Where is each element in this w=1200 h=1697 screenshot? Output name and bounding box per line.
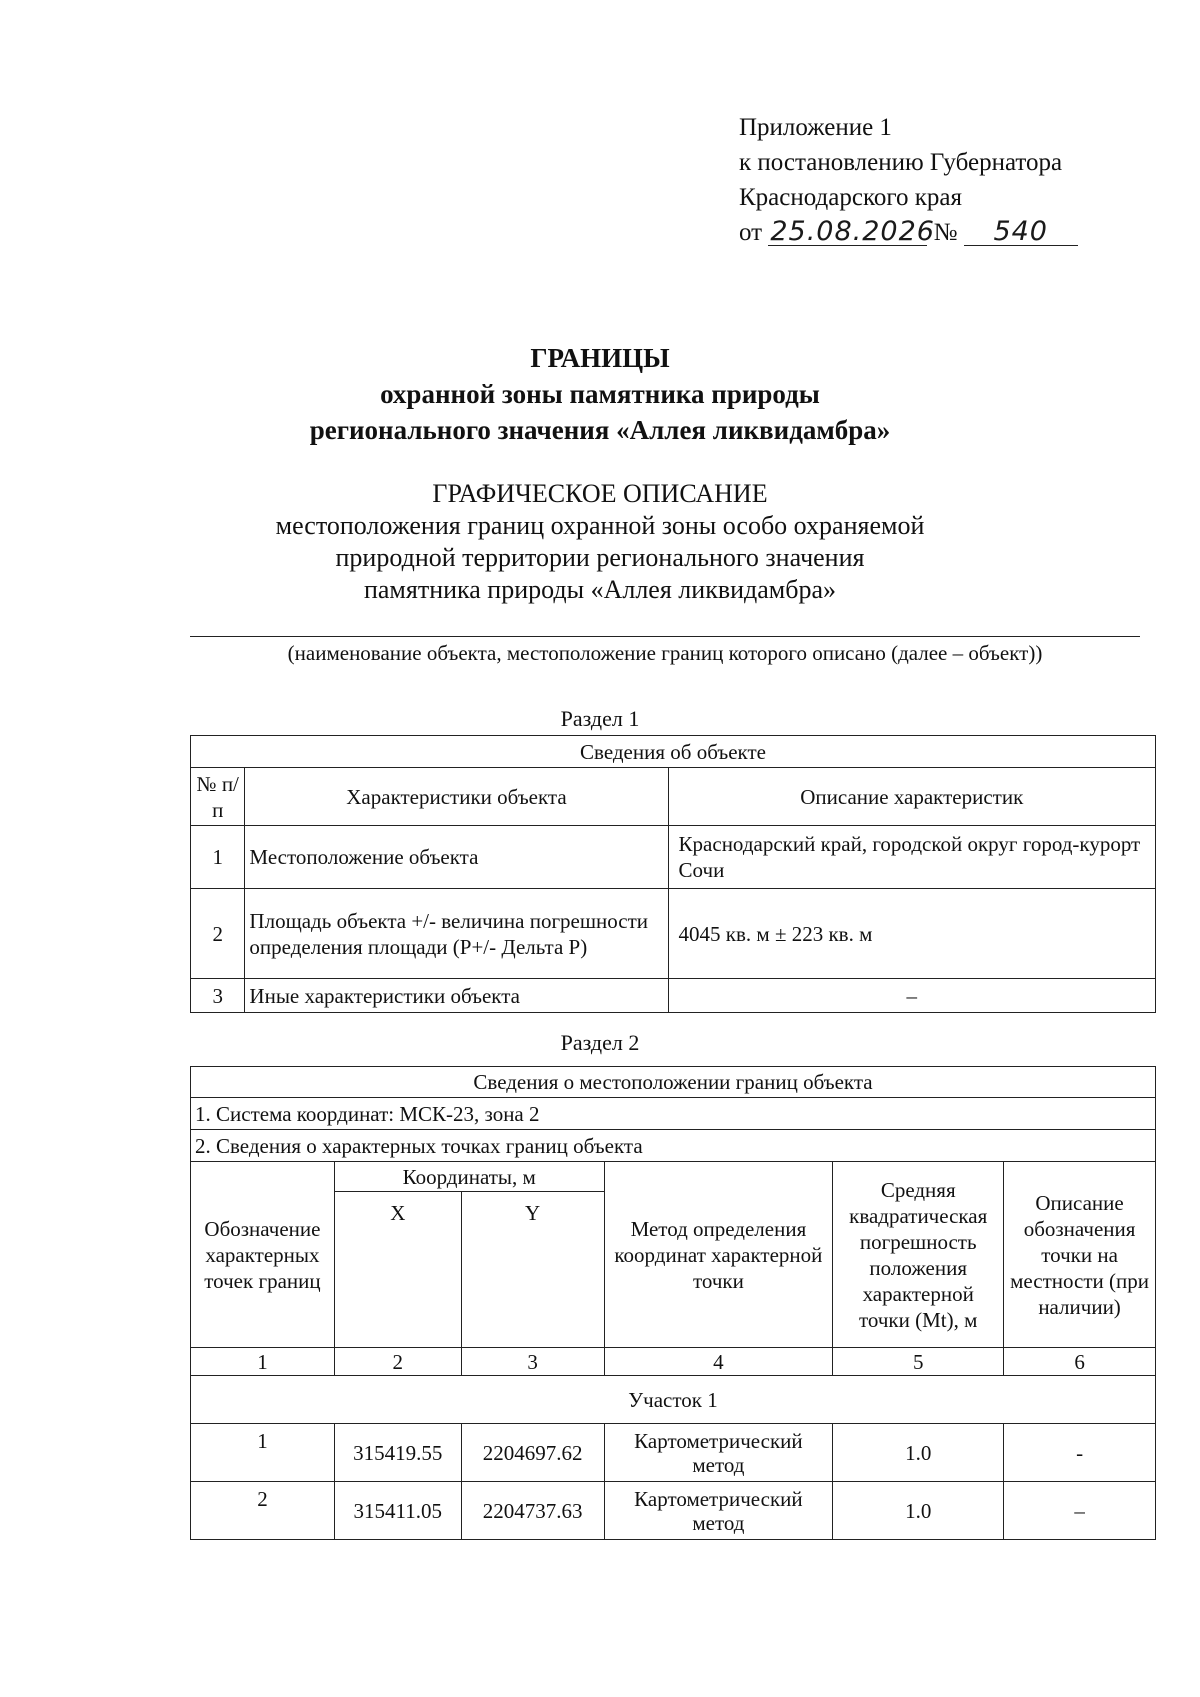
- point-id: 2: [191, 1482, 335, 1540]
- point-descr: –: [1004, 1482, 1156, 1540]
- from-label: от: [739, 219, 763, 246]
- table-row: [191, 1482, 1156, 1540]
- document-title: [0, 340, 1200, 448]
- points-title: 2. Сведения о характерных точках границ объекта: [191, 1130, 1156, 1162]
- section-1-label: Раздел 1: [560, 706, 640, 731]
- column-numbers-row: [191, 1348, 1156, 1376]
- title-line-3: регионального значения «Аллея ликвидамбра»: [309, 415, 891, 445]
- point-mt: 1.0: [833, 1482, 1004, 1540]
- handwritten-number: 540: [964, 219, 1078, 246]
- header-number: № п/п: [191, 768, 245, 826]
- row-name: Местоположение объекта: [245, 826, 668, 889]
- column-number: 3: [461, 1348, 604, 1376]
- row-desc: Краснодарский край, городской округ город-курорт Сочи: [668, 826, 1155, 889]
- object-caption: (наименование объекта, местоположение границ которого описано (далее – объект)): [287, 641, 1043, 665]
- table-row: [191, 826, 1156, 889]
- header-point-description: Описание обозначения точки на местности (при наличии): [1004, 1162, 1156, 1348]
- number-label: №: [933, 219, 958, 246]
- row-number: 1: [191, 826, 245, 889]
- handwritten-date: 25.08.2026: [770, 216, 935, 247]
- point-mt: 1.0: [833, 1424, 1004, 1482]
- table-row: [191, 889, 1156, 979]
- appendix-line-4: [739, 215, 1078, 250]
- row-desc: 4045 кв. м ± 223 кв. м: [668, 889, 1155, 979]
- table-title: Сведения об объекте: [191, 736, 1156, 768]
- underline-divider: [190, 636, 1140, 637]
- column-number: 6: [1004, 1348, 1156, 1376]
- point-method: Картометрический метод: [604, 1482, 833, 1540]
- point-y: 2204737.63: [461, 1482, 604, 1540]
- description-line-4: памятника природы «Аллея ликвидамбра»: [363, 575, 837, 604]
- title-line-2: охранной зоны памятника природы: [380, 379, 820, 409]
- point-id: 1: [191, 1424, 335, 1482]
- appendix-line-1: Приложение 1: [739, 114, 892, 141]
- title-heading: ГРАНИЦЫ: [530, 343, 670, 373]
- description-line-2: местоположения границ охранной зоны особо охраняемой: [275, 511, 925, 540]
- header-error: Средняя квадратическая погрешность положения характерной точки (Mt), м: [833, 1162, 1004, 1348]
- appendix-line-2: к постановлению Губернатора: [739, 149, 1063, 176]
- point-x: 315419.55: [334, 1424, 461, 1482]
- point-y: 2204697.62: [461, 1424, 604, 1482]
- plot-label: Участок 1: [191, 1376, 1156, 1424]
- column-number: 1: [191, 1348, 335, 1376]
- header-y: Y: [461, 1192, 604, 1348]
- header-designation: Обозначение характерных точек границ: [191, 1162, 335, 1348]
- description-heading: ГРАФИЧЕСКОЕ ОПИСАНИЕ: [432, 479, 768, 508]
- description-line-3: природной территории регионального значения: [335, 543, 865, 572]
- header-method: Метод определения координат характерной точки: [604, 1162, 833, 1348]
- row-name: Площадь объекта +/- величина погрешности определения площади (Р+/- Дельта Р): [245, 889, 668, 979]
- object-info-table: [190, 735, 1156, 1013]
- boundary-points-table: [190, 1066, 1156, 1540]
- coordinate-system: 1. Система координат: МСК-23, зона 2: [191, 1098, 1156, 1130]
- table-title: Сведения о местоположении границ объекта: [191, 1067, 1156, 1098]
- table-row: [191, 1424, 1156, 1482]
- header-characteristics: Характеристики объекта: [245, 768, 668, 826]
- header-description: Описание характеристик: [668, 768, 1155, 826]
- table-row: [191, 979, 1156, 1013]
- column-number: 5: [833, 1348, 1004, 1376]
- point-descr: -: [1004, 1424, 1156, 1482]
- row-number: 2: [191, 889, 245, 979]
- row-desc: –: [668, 979, 1155, 1013]
- point-method: Картометрический метод: [604, 1424, 833, 1482]
- appendix-block: [739, 110, 1078, 250]
- header-coordinates: Координаты, м: [334, 1162, 604, 1192]
- point-x: 315411.05: [334, 1482, 461, 1540]
- column-number: 4: [604, 1348, 833, 1376]
- row-name: Иные характеристики объекта: [245, 979, 668, 1013]
- header-x: X: [334, 1192, 461, 1348]
- section-2-label: Раздел 2: [560, 1030, 640, 1055]
- column-number: 2: [334, 1348, 461, 1376]
- appendix-line-3: Краснодарского края: [739, 184, 962, 211]
- row-number: 3: [191, 979, 245, 1013]
- graphic-description-title: [0, 478, 1200, 606]
